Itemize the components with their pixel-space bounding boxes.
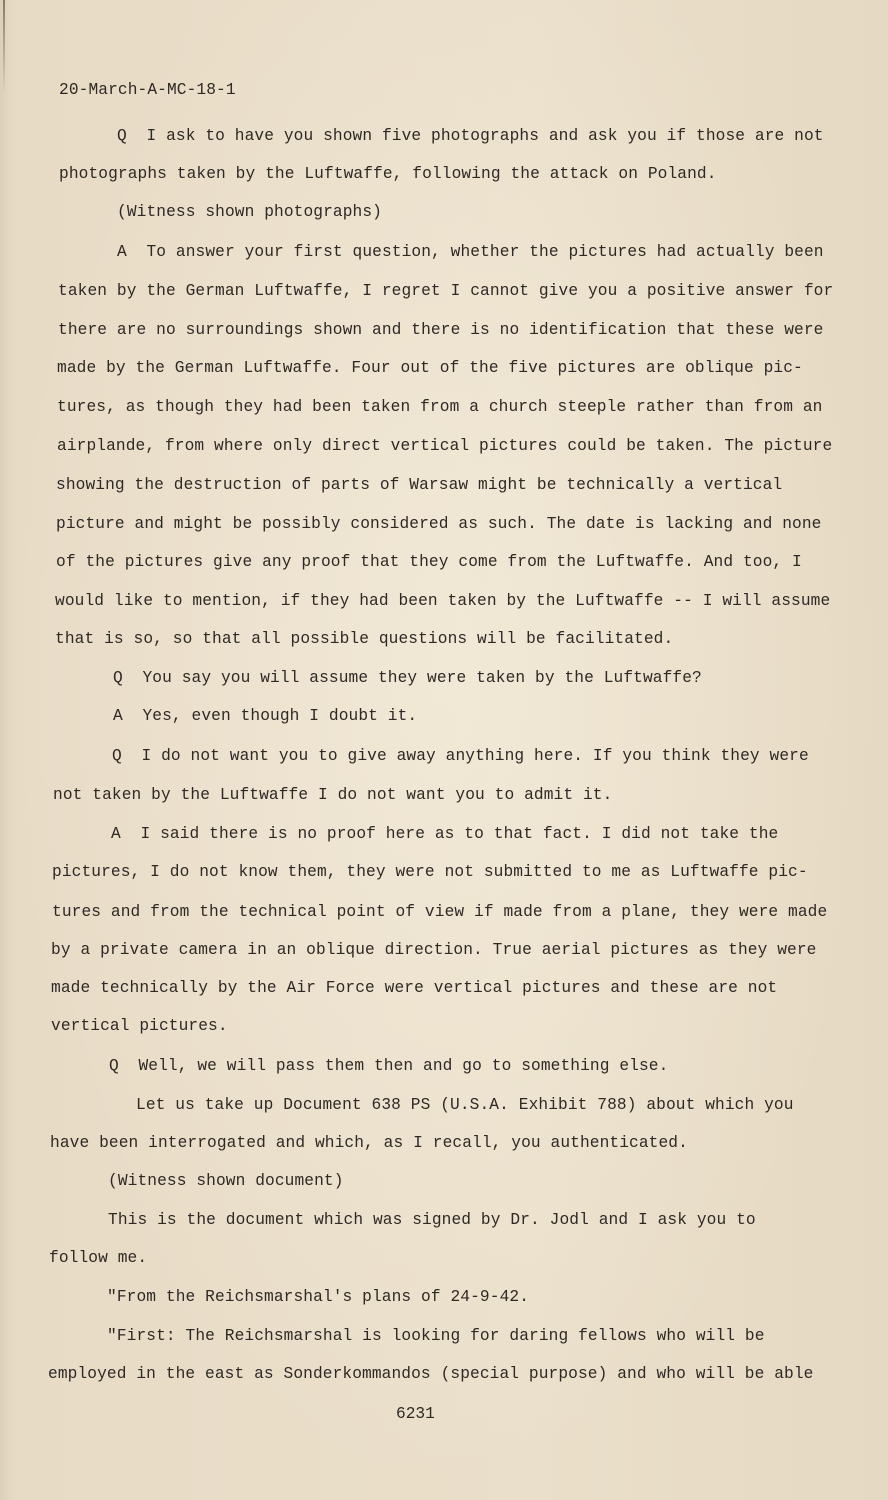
text-line-22: by a private camera in an oblique direction. True aerial pictures as they were bbox=[51, 941, 817, 959]
text-line-7: made by the German Luftwaffe. Four out of the five pictures are oblique pic- bbox=[57, 359, 803, 377]
text-line-2: photographs taken by the Luftwaffe, following the attack on Poland. bbox=[59, 165, 717, 183]
text-line-31: "From the Reichsmarshal's plans of 24-9-42. bbox=[107, 1288, 530, 1306]
text-line-19: A I said there is no proof here as to that fact. I did not take the bbox=[111, 825, 779, 843]
text-line-15: Q You say you will assume they were taken by the Luftwaffe? bbox=[113, 669, 702, 687]
text-line-12: of the pictures give any proof that they come from the Luftwaffe. And too, I bbox=[56, 553, 802, 571]
text-line-4: A To answer your first question, whether the pictures had actually been bbox=[117, 243, 824, 261]
page-edge-mark bbox=[3, 0, 5, 95]
text-line-18: not taken by the Luftwaffe I do not want you to admit it. bbox=[53, 786, 613, 804]
text-line-10: showing the destruction of parts of Warsaw might be technically a vertical bbox=[56, 476, 783, 494]
text-line-26: Let us take up Document 638 PS (U.S.A. Exhibit 788) about which you bbox=[136, 1096, 794, 1114]
text-line-1: Q I ask to have you shown five photographs and ask you if those are not bbox=[117, 127, 824, 145]
text-line-28: (Witness shown document) bbox=[108, 1172, 344, 1190]
text-line-24: vertical pictures. bbox=[51, 1017, 228, 1035]
text-line-33: employed in the east as Sonderkommandos (special purpose) and who will be able bbox=[48, 1365, 814, 1383]
text-line-14: that is so, so that all possible questions will be facilitated. bbox=[55, 630, 674, 648]
text-line-29: This is the document which was signed by Dr. Jodl and I ask you to bbox=[108, 1211, 756, 1229]
text-line-30: follow me. bbox=[49, 1249, 148, 1267]
text-line-23: made technically by the Air Force were vertical pictures and these are not bbox=[51, 979, 778, 997]
page-number: 6231 bbox=[396, 1405, 435, 1423]
text-line-8: tures, as though they had been taken from a church steeple rather than from an bbox=[57, 398, 823, 416]
text-line-16: A Yes, even though I doubt it. bbox=[113, 707, 418, 725]
document-reference: 20-March-A-MC-18-1 bbox=[59, 81, 236, 99]
text-line-27: have been interrogated and which, as I recall, you authenticated. bbox=[50, 1134, 688, 1152]
text-line-11: picture and might be possibly considered as such. The date is lacking and none bbox=[56, 515, 822, 533]
text-line-9: airplande, from where only direct vertical pictures could be taken. The picture bbox=[57, 437, 833, 455]
text-line-5: taken by the German Luftwaffe, I regret I cannot give you a positive answer for bbox=[58, 282, 834, 300]
text-line-17: Q I do not want you to give away anything here. If you think they were bbox=[112, 747, 809, 765]
text-line-32: "First: The Reichsmarshal is looking for daring fellows who will be bbox=[107, 1327, 765, 1345]
text-line-6: there are no surroundings shown and there is no identification that these were bbox=[58, 321, 824, 339]
text-line-3: (Witness shown photographs) bbox=[117, 203, 382, 221]
text-line-20: pictures, I do not know them, they were not submitted to me as Luftwaffe pic- bbox=[52, 863, 808, 881]
text-line-25: Q Well, we will pass them then and go to something else. bbox=[109, 1057, 669, 1075]
text-line-21: tures and from the technical point of view if made from a plane, they were made bbox=[52, 903, 828, 921]
text-line-13: would like to mention, if they had been taken by the Luftwaffe -- I will assume bbox=[55, 592, 831, 610]
